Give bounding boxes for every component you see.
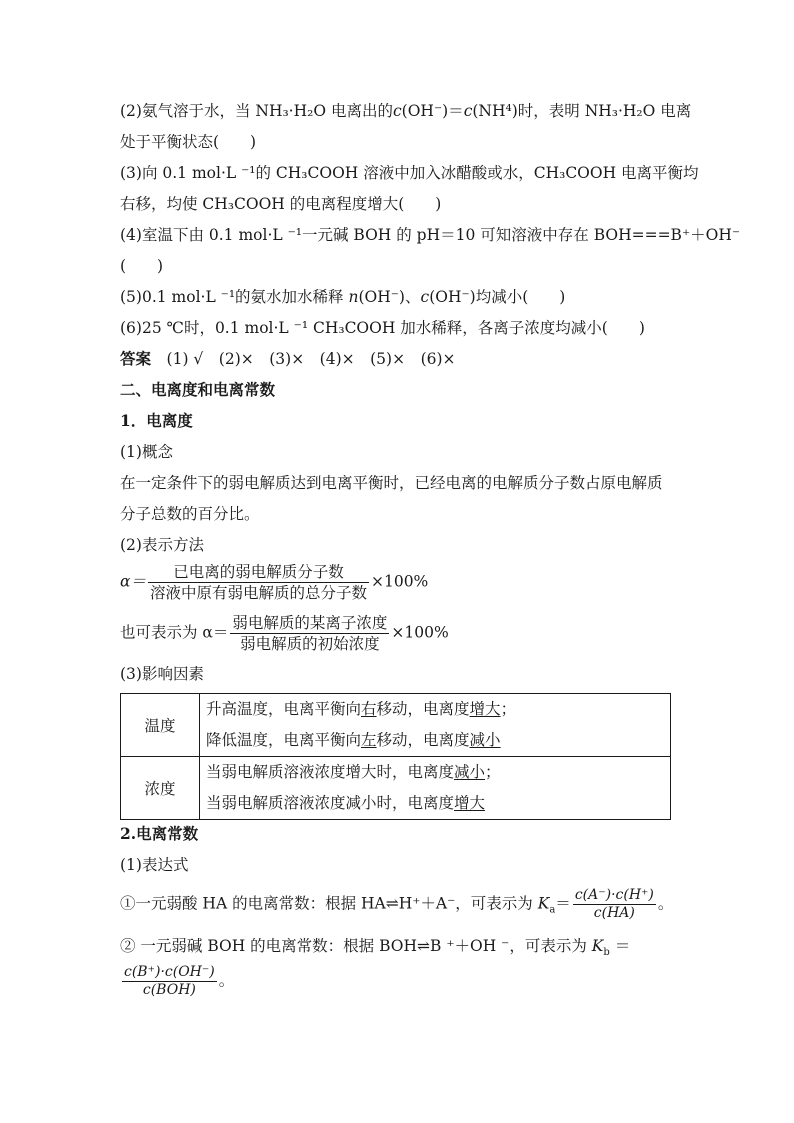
denominator: 溶液中原有弱电解质的总分子数	[149, 584, 367, 602]
subsection-1-heading: 1．电离度	[120, 411, 193, 430]
question-6-line: (6)25 ℃时，0.1 mol·L ⁻¹ CH₃COOH 加水稀释，各离子浓度均减小( )	[120, 319, 645, 337]
numerator: c(B⁺)·c(OH⁻)	[124, 964, 215, 980]
text: ＝	[609, 937, 631, 955]
text: α＝	[120, 572, 146, 591]
text: 减小	[469, 731, 501, 749]
text: B ⁺＋OH ⁻，可表示为	[430, 937, 592, 955]
alpha-formula-1	[120, 562, 428, 603]
text: 移动，电离度	[376, 700, 470, 718]
text: c	[392, 102, 402, 120]
text: (OH⁻)＝	[401, 102, 464, 120]
question-4-line-2: ( )	[120, 257, 164, 275]
text: 左	[361, 731, 377, 749]
text: c	[420, 288, 430, 306]
text: ② 一元弱碱 BOH 的电离常数：根据 BOH	[120, 937, 418, 955]
text: K	[591, 937, 604, 955]
text: c	[463, 102, 473, 120]
denominator: 弱电解质的初始浓度	[240, 635, 380, 653]
text: ×100%	[391, 623, 449, 642]
text: ①一元弱酸 HA 的电离常数：根据 HA	[120, 894, 386, 913]
ka-expression	[120, 887, 673, 922]
subsection-2-heading: 2.电离常数	[120, 824, 199, 843]
text: 。	[657, 894, 674, 913]
text: 减小	[454, 763, 486, 781]
text: ×100%	[370, 572, 429, 591]
concentration-header: 浓度	[121, 757, 200, 820]
text: 移动，电离度	[376, 731, 470, 749]
table-row	[121, 757, 671, 820]
question-3-line-1: (3)向 0.1 mol·L ⁻¹的 CH₃COOH 溶液中加入冰醋酸或水，CH₃COOH 电离平衡均	[120, 164, 699, 182]
text: 当弱电解质溶液浓度增大时，电离度	[206, 763, 455, 781]
text: K	[537, 894, 550, 913]
text: 增大	[454, 794, 486, 812]
numerator: 已电离的弱电解质分子数	[148, 562, 369, 583]
text: a	[549, 904, 556, 916]
text: ；	[500, 700, 517, 718]
answer-text: (1) √ (2)× (3)× (4)× (5)× (6)×	[166, 350, 456, 368]
kb-fraction	[122, 964, 217, 999]
text: 。	[218, 971, 235, 990]
text: H⁺＋A⁻，可表示为	[398, 894, 538, 913]
text: (OH⁻)均减小( )	[429, 288, 566, 306]
section-2-heading: 二、电离度和电离常数	[120, 380, 276, 399]
concentration-line-2	[206, 788, 670, 819]
text: (5)0.1 mol·L ⁻¹的氨水加水稀释	[120, 288, 349, 306]
text: 增大	[469, 700, 501, 718]
fraction	[148, 562, 369, 603]
text: 也可表示为 α＝	[120, 623, 229, 642]
text: ；	[485, 763, 501, 781]
equilibrium-arrow-icon: ⇌	[385, 894, 399, 913]
kb-expression-line-1	[120, 935, 630, 957]
text: 升高温度，电离平衡向	[206, 700, 362, 718]
text: n	[348, 288, 359, 306]
expression-form-heading: (1)表达式	[120, 856, 189, 874]
text: (2)氨气溶于水，当 NH₃·H₂O 电离出的	[120, 102, 393, 120]
numerator: 弱电解质的某离子浓度	[232, 614, 388, 632]
table-row	[121, 694, 671, 757]
text: 当弱电解质溶液浓度减小时，电离度	[206, 794, 455, 812]
text: b	[603, 947, 610, 959]
kb-expression-line-2	[120, 964, 234, 999]
expression-heading: (2)表示方法	[120, 536, 204, 554]
definition-line-1: 在一定条件下的弱电解质达到电离平衡时，已经电离的电解质分子数占原电解质	[120, 474, 663, 492]
fraction	[230, 613, 389, 654]
temperature-cell	[200, 694, 671, 757]
concentration-cell	[200, 757, 671, 820]
question-4-line-1: (4)室温下由 0.1 mol·L ⁻¹一元碱 BOH 的 pH＝10 可知溶液中存在 BOH===B⁺＋OH⁻	[120, 226, 741, 244]
text: (OH⁻)、	[358, 288, 421, 306]
question-2-line-2: 处于平衡状态( )	[120, 133, 257, 151]
temperature-header: 温度	[121, 694, 200, 757]
question-2-line-1	[120, 100, 691, 122]
alpha-formula-2	[120, 613, 449, 654]
question-5-line	[120, 286, 565, 308]
definition-line-2: 分子总数的百分比。	[120, 505, 260, 523]
denominator: c(HA)	[593, 905, 635, 921]
answer-label: 答案	[120, 349, 152, 368]
temperature-line-2	[206, 725, 670, 756]
text: (NH⁴)时，表明 NH₃·H₂O 电离	[472, 102, 692, 120]
denominator: c(BOH)	[142, 982, 196, 998]
question-3-line-2: 右移，均使 CH₃COOH 的电离程度增大( )	[120, 195, 442, 213]
text: ＝	[555, 894, 571, 913]
factors-heading: (3)影响因素	[120, 665, 204, 683]
concept-heading: (1)概念	[120, 443, 173, 461]
numerator: c(A⁻)·c(H⁺)	[574, 887, 654, 903]
temperature-line-1	[206, 694, 670, 725]
text: 降低温度，电离平衡向	[206, 731, 362, 749]
ka-fraction	[573, 887, 656, 922]
answer-line	[120, 348, 456, 370]
equilibrium-arrow-icon: ⇌	[417, 937, 431, 955]
concentration-line-1	[206, 757, 670, 788]
text: 右	[361, 700, 377, 718]
factors-table	[120, 693, 671, 820]
